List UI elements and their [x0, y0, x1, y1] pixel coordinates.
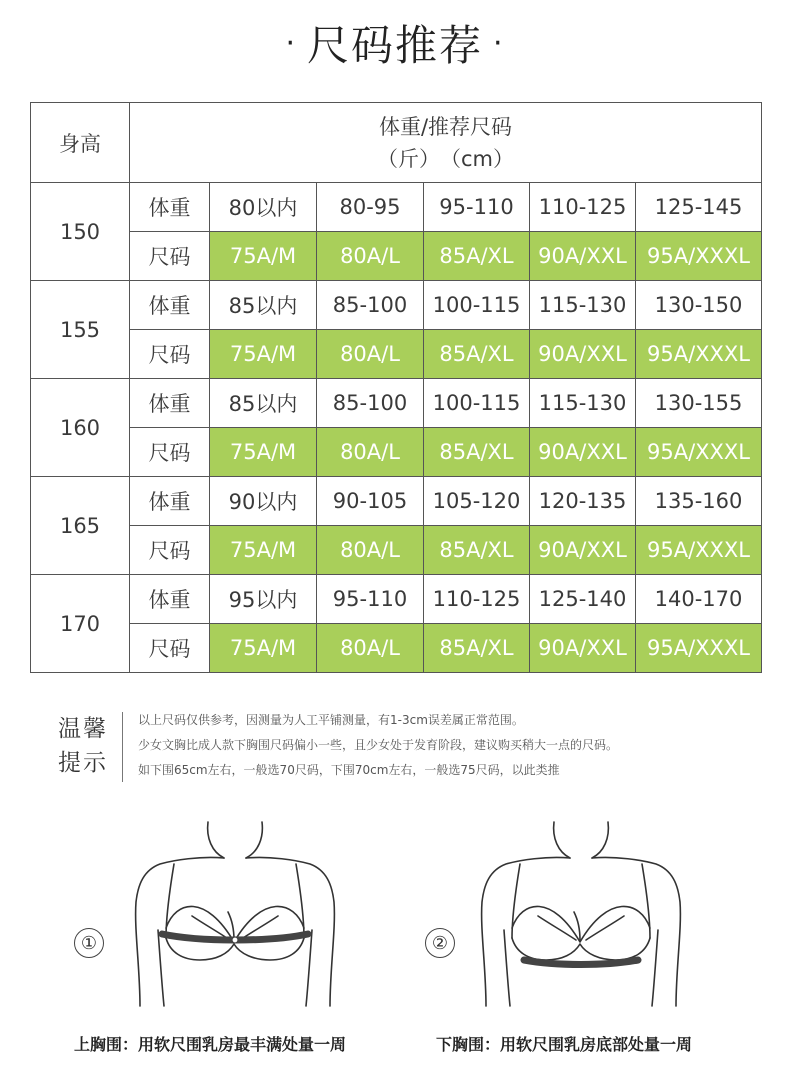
height-cell: 155: [31, 281, 130, 379]
tip-label: [58, 712, 114, 780]
size-cell: 95A/XXXL: [636, 330, 762, 379]
weight-row: [31, 183, 762, 232]
weight-cell: 95以内: [210, 575, 317, 624]
weight-cell: 120-135: [530, 477, 636, 526]
size-cell: 80A/L: [317, 330, 424, 379]
tip-line-3: 如下围65cm左右，一般选70尺码，下围70cm左右，一般选75尺码，以此类推: [138, 763, 560, 777]
weight-cell: 115-130: [530, 281, 636, 330]
weight-cell: 100-115: [424, 281, 530, 330]
weight-row: [31, 575, 762, 624]
size-cell: 75A/M: [210, 232, 317, 281]
figure-2-caption: 下胸围：用软尺围乳房底部处量一周: [436, 1035, 693, 1054]
size-cell: 95A/XXXL: [636, 428, 762, 477]
weight-cell: 105-120: [424, 477, 530, 526]
size-cell: 75A/M: [210, 624, 317, 673]
height-cell: 160: [31, 379, 130, 477]
upper-bust-illustration: [120, 818, 350, 1008]
size-label-cell: 尺码: [130, 624, 210, 673]
weight-row: [31, 477, 762, 526]
size-cell: 90A/XXL: [530, 624, 636, 673]
weight-cell: 125-140: [530, 575, 636, 624]
weight-label-cell: 体重: [130, 477, 210, 526]
height-cell: 165: [31, 477, 130, 575]
size-label-cell: 尺码: [130, 330, 210, 379]
size-cell: 75A/M: [210, 330, 317, 379]
size-cell: 85A/XL: [424, 232, 530, 281]
figure-1-number: ①: [74, 928, 104, 958]
size-cell: 80A/L: [317, 232, 424, 281]
weight-cell: 95-110: [317, 575, 424, 624]
weight-cell: 125-145: [636, 183, 762, 232]
figure-2-number: ②: [425, 928, 455, 958]
weight-cell: 130-155: [636, 379, 762, 428]
title-dot-left: ·: [285, 25, 297, 61]
size-cell: 80A/L: [317, 526, 424, 575]
weight-cell: 130-150: [636, 281, 762, 330]
size-cell: 90A/XXL: [530, 232, 636, 281]
size-cell: 80A/L: [317, 624, 424, 673]
size-label-cell: 尺码: [130, 428, 210, 477]
weight-cell: 85-100: [317, 379, 424, 428]
figure-1-caption: 上胸围：用软尺围乳房最丰满处量一周: [74, 1035, 347, 1054]
weight-cell: 85以内: [210, 379, 317, 428]
weight-row: [31, 281, 762, 330]
size-cell: 90A/XXL: [530, 330, 636, 379]
weight-label-cell: 体重: [130, 379, 210, 428]
page-title: [0, 12, 790, 74]
weight-cell: 110-125: [424, 575, 530, 624]
size-cell: 85A/XL: [424, 624, 530, 673]
weight-cell: 110-125: [530, 183, 636, 232]
size-cell: 95A/XXXL: [636, 526, 762, 575]
header-main-line1: 体重/推荐尺码: [378, 114, 513, 139]
tip-label-line1: 温馨: [58, 716, 108, 742]
weight-cell: 90以内: [210, 477, 317, 526]
size-cell: 80A/L: [317, 428, 424, 477]
header-main: [130, 103, 762, 183]
size-cell: 95A/XXXL: [636, 624, 762, 673]
under-bust-illustration: [466, 818, 696, 1008]
weight-cell: 140-170: [636, 575, 762, 624]
weight-cell: 95-110: [424, 183, 530, 232]
table-header-row: [31, 103, 762, 183]
header-main-line2: （斤） （cm）: [377, 146, 515, 171]
size-cell: 85A/XL: [424, 526, 530, 575]
tip-label-line2: 提示: [58, 750, 108, 776]
figure-1-illustration: [120, 818, 350, 1008]
weight-cell: 80-95: [317, 183, 424, 232]
size-cell: 75A/M: [210, 428, 317, 477]
size-cell: 90A/XXL: [530, 526, 636, 575]
size-label-cell: 尺码: [130, 526, 210, 575]
size-cell: 90A/XXL: [530, 428, 636, 477]
size-row: [31, 330, 762, 379]
size-row: [31, 526, 762, 575]
weight-label-cell: 体重: [130, 183, 210, 232]
height-cell: 150: [31, 183, 130, 281]
tip-line-2: 少女文胸比成人款下胸围尺码偏小一些，且少女处于发育阶段，建议购买稍大一点的尺码。: [138, 738, 619, 752]
title-dot-right: ·: [493, 25, 505, 61]
size-chart-table: [30, 102, 762, 673]
weight-cell: 90-105: [317, 477, 424, 526]
weight-cell: 85以内: [210, 281, 317, 330]
size-row: [31, 624, 762, 673]
title-text: 尺码推荐: [306, 21, 483, 70]
figure-2-illustration: [466, 818, 696, 1008]
size-cell: 95A/XXXL: [636, 232, 762, 281]
size-label-cell: 尺码: [130, 232, 210, 281]
weight-cell: 80以内: [210, 183, 317, 232]
size-cell: 75A/M: [210, 526, 317, 575]
weight-cell: 85-100: [317, 281, 424, 330]
size-cell: 85A/XL: [424, 330, 530, 379]
tip-text: [138, 708, 778, 783]
weight-label-cell: 体重: [130, 281, 210, 330]
tip-box: [58, 708, 758, 790]
weight-cell: 115-130: [530, 379, 636, 428]
header-height: 身高: [31, 103, 130, 183]
weight-label-cell: 体重: [130, 575, 210, 624]
size-row: [31, 428, 762, 477]
tip-line-1: 以上尺码仅供参考，因测量为人工平铺测量，有1-3cm误差属正常范围。: [138, 713, 524, 727]
size-cell: 85A/XL: [424, 428, 530, 477]
measuring-tape-under: [524, 960, 638, 965]
weight-row: [31, 379, 762, 428]
weight-cell: 100-115: [424, 379, 530, 428]
tip-divider: [122, 712, 123, 782]
size-row: [31, 232, 762, 281]
height-cell: 170: [31, 575, 130, 673]
weight-cell: 135-160: [636, 477, 762, 526]
